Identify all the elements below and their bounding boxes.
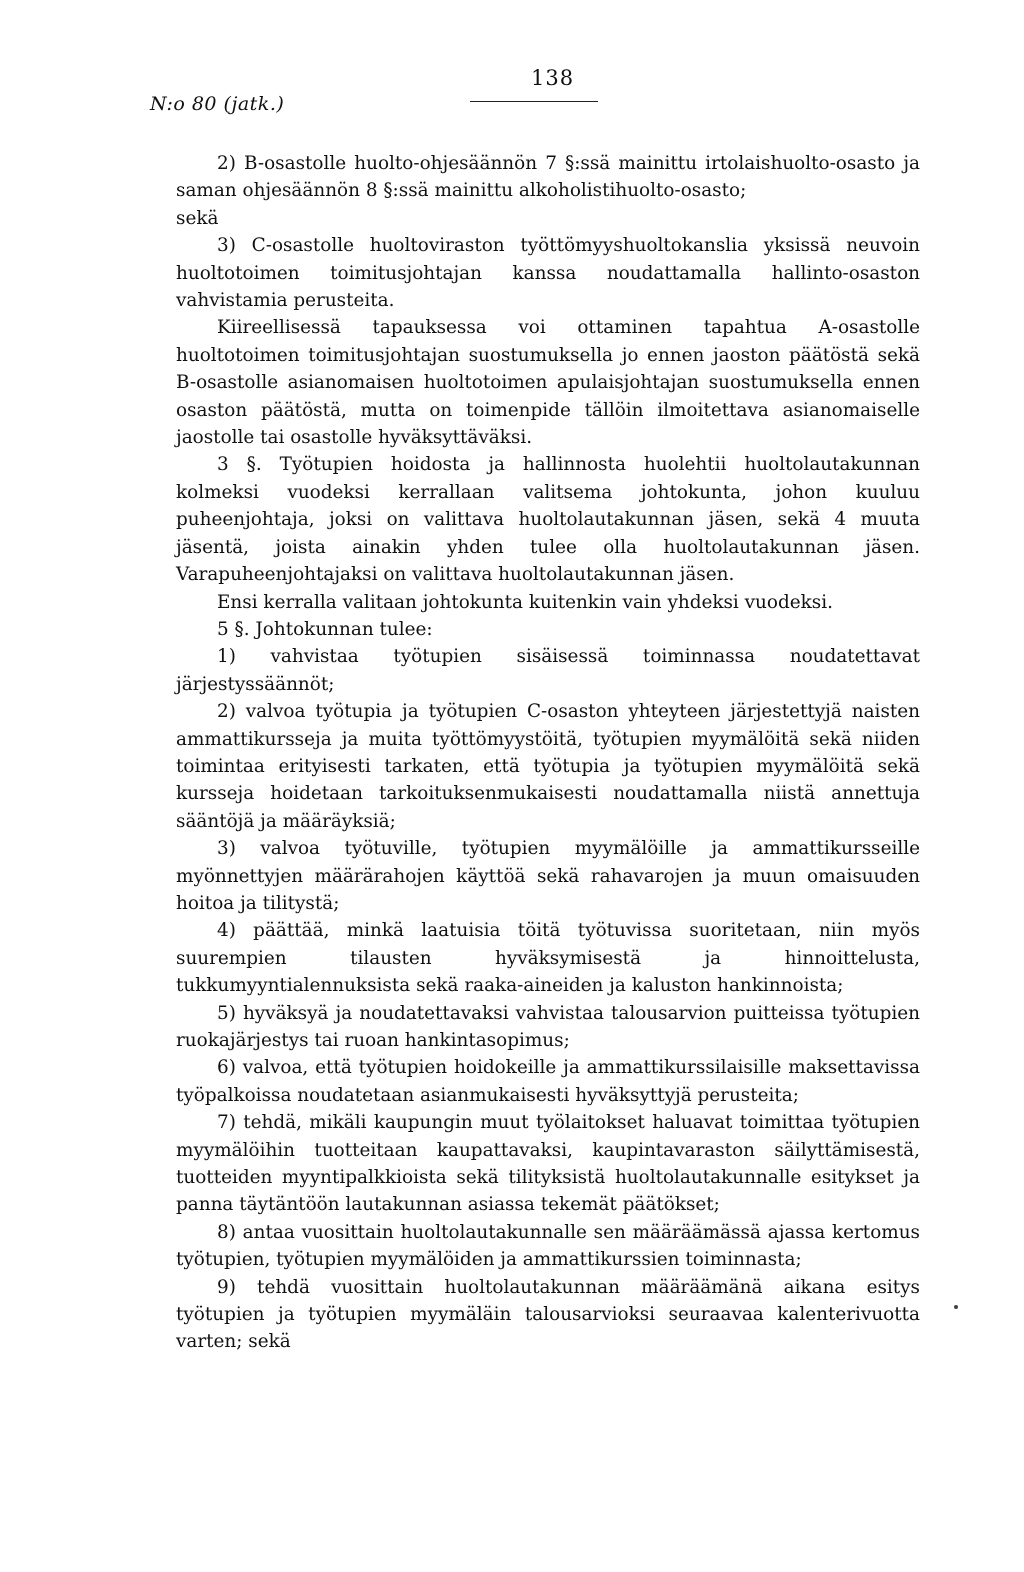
list-item: 4) päättää, minkä laatuisia töitä työtuvissa suoritetaan, niin myös suurempien tilausten hyväksymisestä ja hinnoittelusta, tukkumyyntialennuksista sekä raaka-aineiden ja kaluston hankinnoista; [176, 920, 920, 997]
list-item: 8) antaa vuosittain huoltolautakunnalle sen määräämässä ajassa kertomus työtupien, työtupien myymälöiden ja ammattikurssien toiminnasta; [176, 1221, 920, 1271]
list-item: 5) hyväksyä ja noudatettavaksi vahvistaa talousarvion puitteissa työtupien ruokajärjestys tai ruoan hankintasopimus; [176, 1002, 920, 1051]
list-item: 6) valvoa, että työtupien hoidokeille ja ammattikurssilaisille maksettavissa työpalkoissa noudatetaan asianmukaisesti hyväksyttyjä perusteita; [176, 1057, 920, 1106]
page-number: 138 [531, 66, 575, 90]
list-item: 3) valvoa työtuville, työtupien myymälöille ja ammattikursseille myönnettyjen määrärahojen käyttöä sekä rahavarojen ja muun omaisuuden hoitoa ja tilitystä; [176, 838, 920, 914]
list-item: 1) vahvistaa työtupien sisäisessä toiminnassa noudatettavat järjestyssäännöt; [176, 646, 920, 695]
list-item: 2) valvoa työtupia ja työtupien C-osaston yhteyteen järjestettyjä naisten ammattikursseja ja muita työttömyystöitä, työtupien myymälöitä sekä niiden toimintaa erityisesti tarkaten, että työtupia ja työtupien myymälöitä sekä kursseja hoidetaan tarkoituksenmukaisesti noudattamalla niistä annettuja sääntöjä ja määräyksiä; [176, 701, 920, 832]
paragraph: Kiireellisessä tapauksessa voi ottaminen tapahtua A-osastolle huoltotoimen toimitusjohtajan suostumuksella jo ennen jaoston päätöstä sekä B-osastolle asianomaisen huoltotoimen apulaisjohtajan suostumuksella ennen osaston päätöstä, mutta on toimenpide tällöin ilmoitettava asianomaiselle jaostolle tai osastolle hyväksyttäväksi. [176, 317, 920, 449]
section-paragraph: 3 §. Työtupien hoidosta ja hallinnosta huolehtii huoltolautakunnan kolmeksi vuodeksi kerrallaan valitsema johtokunta, johon kuuluu puheenjohtaja, joksi on valittava huoltolautakunnan jäsen, sekä 4 muuta jäsentä, joista ainakin yhden tulee olla huoltolautakunnan jäsen. Varapuheenjohtajaksi on valittava huoltolautakunnan jäsen. [176, 454, 920, 586]
section-paragraph: 5 §. Johtokunnan tulee: [217, 618, 433, 640]
list-item: 9) tehdä vuosittain huoltolautakunnan määräämänä aikana esitys työtupien ja työtupien myymäläin talousarvioksi seuraavaa kalenterivuotta varten; sekä [176, 1276, 920, 1353]
paragraph: Ensi kerralla valitaan johtokunta kuitenkin vain yhdeksi vuodeksi. [217, 591, 833, 613]
header-rule [470, 101, 598, 102]
list-item: 7) tehdä, mikäli kaupungin muut työlaitokset haluavat toimittaa työtupien myymälöihin tuotteitaan kaupattavaksi, kaupintavaraston säilyttämisestä, tuotteiden myyntipalkkioista sekä tilityksistä huoltolautakunnalle esitykset ja panna täytäntöön lautakunnan asiassa tekemät päätökset; [176, 1112, 920, 1216]
paragraph: 2) B-osastolle huolto-ohjesäännön 7 §:ssä mainittu irtolaishuolto-osasto ja saman ohjesäännön 8 §:ssä mainittu alkoholistihuolto-osasto; [176, 153, 920, 202]
paragraph: 3) C-osastolle huoltoviraston työttömyyshuoltokanslia yksissä neuvoin huoltotoimen toimitusjohtajan kanssa noudattamalla hallinto-osaston vahvistamia perusteita. [176, 235, 920, 312]
paragraph: sekä [176, 207, 219, 229]
body-text [176, 150, 920, 1356]
print-speck [954, 1305, 958, 1309]
running-head: N:o 80 (jatk.) [150, 93, 285, 115]
